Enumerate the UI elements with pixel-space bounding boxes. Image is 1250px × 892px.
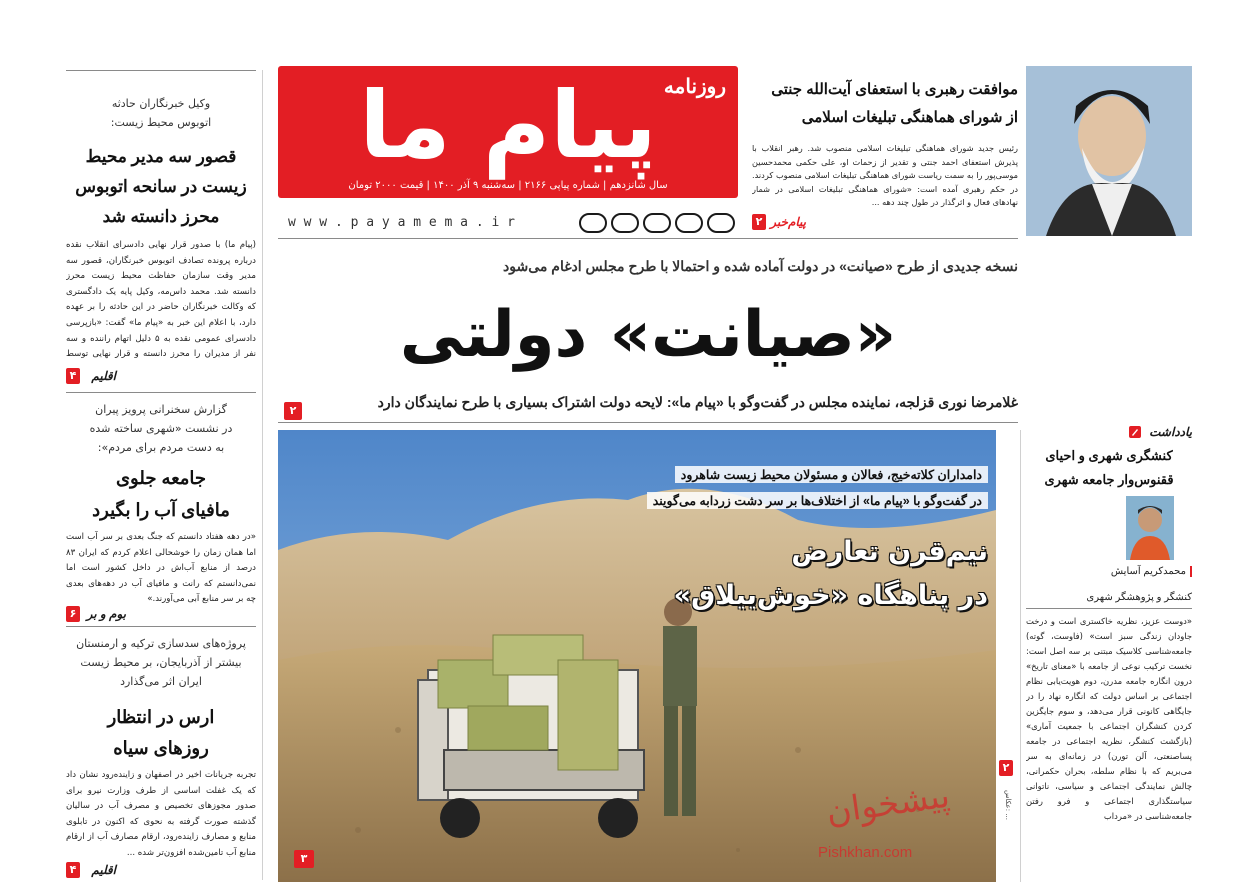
- kicker-line: گزارش سخنرانی پرویز پیران: [95, 403, 227, 416]
- section-label: اقلیم: [91, 863, 116, 877]
- left-story1-kicker: [66, 94, 256, 132]
- author-name: محمدکریم آسایش: [1026, 566, 1192, 577]
- main-story-page-badge: ۲: [284, 402, 302, 420]
- headline-line: کنشگری شهری و احیای: [1045, 448, 1173, 463]
- left-story3-section-tag[interactable]: [66, 862, 256, 878]
- opinion-headline[interactable]: [1026, 444, 1192, 492]
- section-label: اقلیم: [91, 369, 116, 383]
- left-story2-body: «در دهه هفتاد دانستم که جنگ بعدی بر سر آب است اما همان زمان را خوشحالی اعلام کردم که ایران ۸۳ درصد از منابع آب‌اش در داخل کشور است اما نمی‌دانستم که رانت و مافیای آب در دهه‌های بعدی چه بر سر منابع آبی می‌آورند.»: [66, 532, 256, 605]
- logo-title: پیام ما: [359, 72, 657, 179]
- website-url: w w w . p a y a m e m a . i r: [288, 215, 515, 230]
- headline-line: مافیای آب را بگیرد: [92, 500, 230, 520]
- page-number-badge: ۴: [66, 368, 80, 384]
- masthead-website-bar[interactable]: [278, 212, 738, 234]
- section-label: بوم و بر: [86, 607, 126, 621]
- photo-credit-strip: [998, 760, 1014, 880]
- logo-prefix: روزنامه: [663, 76, 726, 98]
- masthead-bottom-rule: [278, 238, 1018, 239]
- left-story3-headline[interactable]: [66, 702, 256, 764]
- opinion-label: یادداشت: [1149, 425, 1192, 439]
- photo-story-headline[interactable]: [588, 530, 988, 618]
- kicker-line: در نشست «شهری ساخته شده: [89, 422, 233, 435]
- top-story-body: رئیس جدید شورای هماهنگی تبلیغات اسلامی منصوب شد. رهبر انقلاب با پذیرش استعفای احمد جنتی و تقدیر از زحمات او، علی حکمی محمدحسین موسی‌پور را به سمت ریاست شورای هماهنگی تبلیغات اسلامی منصوب کردند. در حکم رهبری آمده است: «شورای هماهنگی تبلیغات اسلامی در شمار نهادهای فعال و اثرگذار در طول چند دهه ...: [752, 143, 1018, 208]
- headline-line: از شورای هماهنگی تبلیغات اسلامی: [801, 109, 1018, 126]
- author-avatar-icon: [1126, 496, 1174, 560]
- left-divider: [66, 392, 256, 393]
- left-story1-section-tag[interactable]: [66, 368, 256, 384]
- kicker-line: وکیل خبرنگاران حادثه: [111, 97, 211, 110]
- section-label: پیام‌خبر: [770, 215, 806, 229]
- photo-credit: عکاس: ...: [1004, 790, 1012, 820]
- kicker-line: اتوبوس محیط زیست:: [110, 116, 212, 129]
- left-story2-headline[interactable]: [66, 462, 256, 526]
- headline-line: محرز دانسته شد: [102, 207, 220, 226]
- author-avatar: [1126, 496, 1174, 560]
- headline-line: روزهای سیاه: [113, 738, 209, 758]
- leader-portrait-photo: [1026, 66, 1192, 236]
- main-story-headline[interactable]: «صیانت» دولتی: [399, 298, 897, 372]
- photo-story-kicker-line2: در گفت‌وگو با «پیام ما» از اختلاف‌ها بر سر دشت زردابه می‌گویند: [647, 492, 988, 509]
- headline-line: قصور سه مدیر محیط: [85, 147, 237, 166]
- photo-story-page-badge: ۳: [294, 850, 314, 868]
- watermark-url: Pishkhan.com: [818, 844, 913, 861]
- photo-story-kicker-line1: دامداران کلاته‌خیج، فعالان و مسئولان محیط زیست شاهرود: [675, 466, 988, 483]
- headline-line: در پناهگاه «خوش‌ییلاق»: [673, 580, 988, 611]
- masthead-logo-box[interactable]: [278, 66, 738, 198]
- right-column-separator: [1020, 430, 1021, 882]
- pen-icon: [1128, 425, 1142, 439]
- page-number-badge: ۶: [66, 606, 80, 622]
- headline-line: ارس در انتظار: [107, 707, 215, 727]
- headline-line: زیست در سانحه اتوبوس: [75, 177, 247, 196]
- page-number-badge: ۴: [66, 862, 80, 878]
- kicker-line: به دست مردم برای مردم»:: [97, 441, 225, 454]
- main-story-subhead: غلامرضا نوری قزلجه، نماینده مجلس در گفت‌وگو با «پیام ما»: لایحه دولت اشتراک بسیاری با طرح نمایندگان دارد: [377, 394, 1018, 410]
- headline-line: موافقت رهبری با استعفای آیت‌الله جنتی: [771, 81, 1018, 98]
- opinion-divider: [1026, 608, 1192, 609]
- left-story1-headline[interactable]: [66, 142, 256, 232]
- left-divider: [66, 626, 256, 627]
- left-story3-kicker: [66, 634, 256, 691]
- left-column-top-rule: [66, 70, 256, 71]
- left-story3-body: تجربه جریانات اخیر در اصفهان و زاینده‌رود نشان داد که یک غفلت اساسی از طرف وزارت نیرو برای صدور مجوزهای تخصیص و مصرف آب در سالیان گذشته صورت گرفته به نحوی که اکنون در تابلوی منابع و مصارف زاینده‌رود، ارقام مصارف آب از ارقام منابع آب تامین‌شده افزون‌تر شده ...: [66, 770, 256, 858]
- headline-line: ققنوس‌وار جامعه شهری: [1044, 472, 1174, 487]
- main-story-bottom-rule: [278, 422, 1018, 423]
- author-title: کنشگر و پژوهشگر شهری: [1086, 592, 1192, 603]
- left-story1-body: (پیام ما) با صدور قرار نهایی دادسرای انقلاب نقده درباره پرونده تصادف اتوبوس خبرنگاران، قصور سه مدیر وقت سازمان حفاظت محیط زیست محرز دانسته شد. محمد داس‌مه، وکیل پایه یک دادگستری که وکالت خبرنگاران حاضر در این حادثه را بر عهده دارد، با اعلام این خبر به «پیام ما» گفت: «بازپرسی دادسرای عمومی نقده به ۵ دلیل اتهام راننده و سه نفر از مدیران را محرز دانسته و قرار نهایی توسط: [66, 240, 256, 360]
- top-story-headline[interactable]: [748, 76, 1018, 132]
- watermark-title: پیشخوان: [823, 775, 953, 833]
- main-story-kicker: نسخه جدیدی از طرح «صیانت» در دولت آماده شده و احتمالا با طرح مجلس ادغام می‌شود: [503, 258, 1018, 274]
- page-number-badge: ۲: [752, 214, 766, 230]
- photo-story-image[interactable]: [278, 430, 996, 882]
- portrait-illustration-icon: [1026, 66, 1192, 236]
- opinion-label-row: [1026, 424, 1192, 442]
- kicker-line: ایران اثر می‌گذارد: [120, 675, 202, 688]
- masthead-ornament-icon: [578, 212, 738, 234]
- opinion-body: «دوست عزیز، نظریه خاکستری است و درخت جاودان زندگی سبز است» (فاوست، گوته) جامعه‌شناسی کلاسیک مبتنی بر سه اصل است: نخست ترکیب نوعی از جامعه با «معنای تاریخ» درون انگاره جامعه مدرن، دوم هویت‌یابی نظام اجتماعی بر اساس دولت که انگاره نهاد را در جایگاهی کانونی قرار می‌دهد، و سوم جایگزین کردن کنشگران اجتماعی با جمعیت آماری» (بازگشت کنشگر، نظریه اجتماعی در جامعه پساصنعتی، آلن تورن) در زمانه‌ای به سر می‌بریم که با نظام سلطه، بحران حکمرانی، چالش نمایندگی اجتماعی و سیاسی، ناتوانی سیاستگذاری اجتماعی و فرو رفتن جامعه‌شناسی در «مرداب: [1026, 616, 1192, 821]
- left-story2-kicker: [66, 400, 256, 457]
- left-story2-section-tag[interactable]: [66, 606, 256, 622]
- headline-line: نیم‌قرن تعارض: [791, 536, 988, 567]
- masthead-info-line: سال شانزدهم | شماره پیاپی ۲۱۶۶ | سه‌شنبه ۹ آذر ۱۴۰۰ | قیمت ۲۰۰۰ تومان: [348, 180, 668, 191]
- headline-line: جامعه جلوی: [115, 468, 207, 488]
- left-column-separator: [262, 70, 263, 880]
- kicker-line: پروژه‌های سدسازی ترکیه و ارمنستان: [76, 637, 246, 650]
- kicker-line: بیشتر از آذربایجان، بر محیط زیست: [80, 656, 242, 669]
- top-story-section-tag[interactable]: [752, 214, 1018, 230]
- photo-page-badge: ۲: [999, 760, 1013, 776]
